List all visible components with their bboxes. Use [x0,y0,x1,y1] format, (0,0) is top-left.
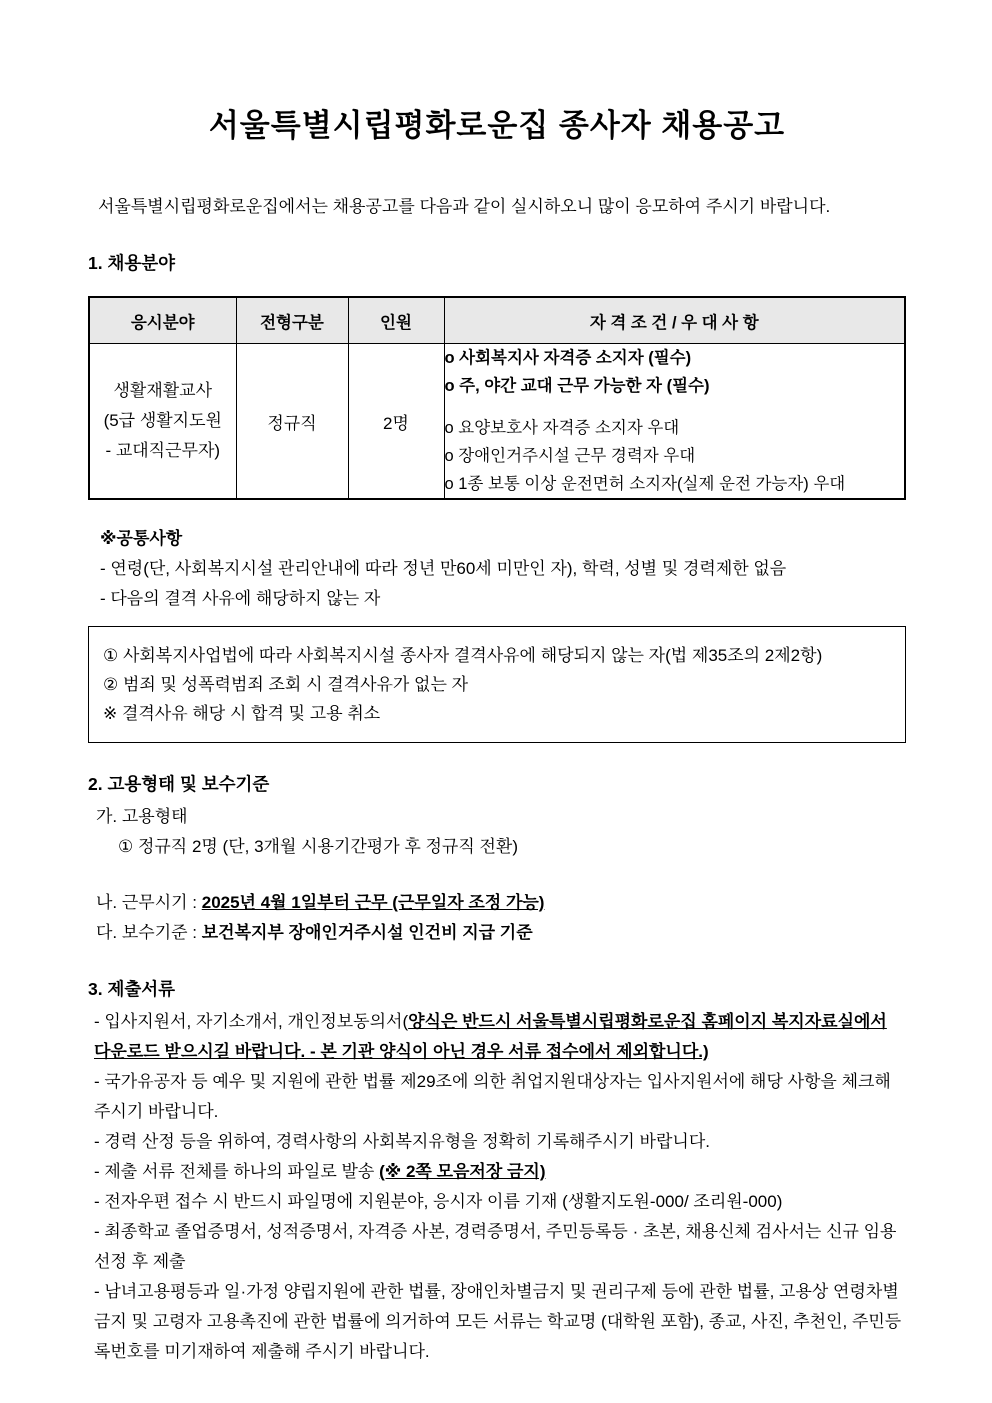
submission-item: - 전자우편 접수 시 반드시 파일명에 지원분야, 응시자 이름 기재 (생활지도원-000/ 조리원-000) [94,1192,783,1211]
common-requirement-item: - 연령(단, 사회복지시설 관리안내에 따라 정년 만60세 미만인 자), 학력, 성별 및 경력제한 없음 [100,559,787,578]
section2-body [88,802,906,948]
submission-item-text: - 제출 서류 전체를 하나의 파일로 발송 [94,1162,380,1181]
qualification-item: o 1종 보통 이상 운전면허 소지자(실제 운전 가능자) 우대 [444,475,846,493]
field-line: 생활재활교사 [113,381,213,400]
section1-heading: 1. 채용분야 [88,253,176,273]
cell-field [89,344,236,500]
spacer [88,862,906,888]
work-start-line [96,888,906,918]
work-start-value: 2025년 4월 1일부터 근무 (근무일자 조정 가능) [201,893,545,912]
pay-standard-line [96,918,906,948]
submission-item-emphasis: 양식은 반드시 서울특별시립평화로운집 홈페이지 복지자료실에서 다운로드 받으시길 바랍니다. - 본 기관 양식이 아닌 경우 서류 접수에서 제외합니다.) [94,1012,887,1061]
submission-item: - 국가유공자 등 예우 및 지원에 관한 법률 제29조에 의한 취업지원대상자는 입사지원서에 해당 사항을 체크해주시기 바랍니다. [94,1072,891,1121]
column-header-qualifications: 자 격 조 건 / 우 대 사 항 [444,297,905,344]
disqualification-line: ① 사회복지사업법에 따라 사회복지시설 종사자 결격사유에 해당되지 않는 자(법 제35조의 2제2항) [103,646,823,665]
common-requirement-item: - 다음의 결격 사유에 해당하지 않는 자 [100,589,381,608]
qualification-item: o 주, 야간 교대 근무 가능한 자 (필수) [444,377,710,395]
disqualification-box [88,626,906,743]
cell-qualifications [444,344,905,500]
section3-heading: 3. 제출서류 [88,979,176,999]
common-requirements-heading: ※공통사항 [100,529,183,548]
qualification-item: o 장애인거주시설 근무 경력자 우대 [444,447,696,465]
employment-type-label: 가. 고용형태 [96,807,188,826]
section2-heading: 2. 고용형태 및 보수기준 [88,774,270,794]
recruitment-table [88,296,906,500]
submission-item [94,1157,906,1187]
submission-item [94,1007,906,1067]
submission-item: - 경력 산정 등을 위하여, 경력사항의 사회복지유형을 정확히 기록해주시기 바랍니다. [94,1132,710,1151]
disqualification-line: ※ 결격사유 해당 시 합격 및 고용 취소 [103,704,381,723]
qualification-item: o 사회복지사 자격증 소지자 (필수) [444,349,692,367]
submission-item-text: - 입사지원서, 자기소개서, 개인정보동의서( [94,1012,409,1031]
field-line: - 교대직근무자) [105,441,221,460]
cell-hire-type: 정규직 [236,344,348,500]
employment-type-item: ① 정규직 2명 (단, 3개월 시용기간평가 후 정규직 전환) [118,837,518,856]
qualification-item: o 요양보호사 자격증 소지자 우대 [444,419,680,437]
submission-item: - 남녀고용평등과 일·가정 양립지원에 관한 법률, 장애인차별금지 및 권리구제 등에 관한 법률, 고용상 연령차별금지 및 고령자 고용촉진에 관한 법률에 의거하여 모든 서류는 학교명 (대학원 포함), 종교, 사진, 추천인, 주민등록번호를 미기재하여 제출해 주시기 바랍니다. [94,1282,902,1361]
section3-body [88,1007,906,1367]
disqualification-line: ② 범죄 및 성폭력범죄 조회 시 결격사유가 없는 자 [103,675,469,694]
qualifications-required [445,344,905,400]
page-title: 서울특별시립평화로운집 종사자 채용공고 [208,108,786,143]
intro-paragraph: 서울특별시립평화로운집에서는 채용공고를 다음과 같이 실시하오니 많이 응모하여 주시기 바랍니다. [98,197,831,216]
column-header-field: 응시분야 [89,297,236,344]
pay-standard-value: 보건복지부 장애인거주시설 인건비 지급 기준 [201,923,533,942]
cell-headcount: 2명 [348,344,444,500]
table-row [89,344,905,500]
submission-item-emphasis: (※ 2쪽 모음저장 금지) [379,1162,546,1181]
common-requirements [100,524,906,614]
work-start-label: 나. 근무시기 : [96,893,202,912]
table-header-row [89,297,905,344]
column-header-headcount: 인원 [348,297,444,344]
column-header-hire-type: 전형구분 [236,297,348,344]
qualifications-preferred [445,414,905,498]
pay-standard-label: 다. 보수기준 : [96,923,202,942]
submission-item: - 최종학교 졸업증명서, 성적증명서, 자격증 사본, 경력증명서, 주민등록등 · 초본, 채용신체 검사서는 신규 임용 선정 후 제출 [94,1222,897,1271]
field-line: (5급 생활지도원 [103,411,222,430]
